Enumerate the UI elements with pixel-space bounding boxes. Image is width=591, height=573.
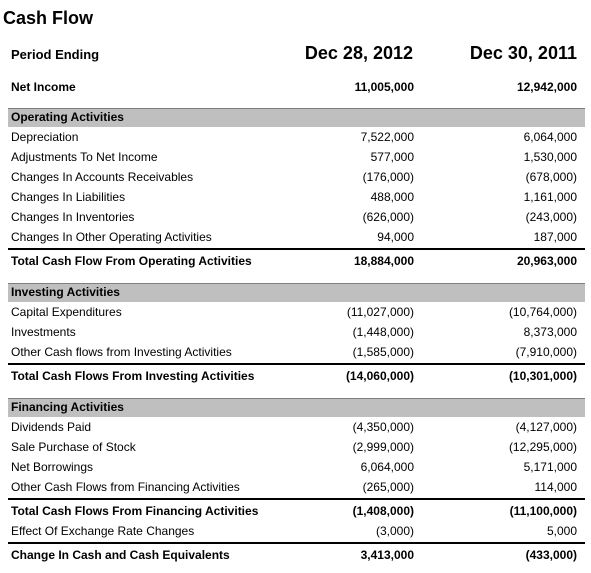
row-value-2012: (4,350,000) xyxy=(352,420,414,434)
exchange-rate-row xyxy=(8,521,585,541)
table-row xyxy=(8,417,585,437)
row-label: Changes In Other Operating Activities xyxy=(11,230,212,244)
row-label: Changes In Liabilities xyxy=(11,190,126,204)
total-row-financing xyxy=(8,501,585,521)
row-label: Changes In Accounts Receivables xyxy=(11,170,194,184)
row-value-2012: 18,884,000 xyxy=(353,254,414,268)
row-label: Sale Purchase of Stock xyxy=(11,440,136,454)
row-value-2011: (243,000) xyxy=(525,210,577,224)
row-value-2011: (433,000) xyxy=(525,548,577,562)
row-label: Adjustments To Net Income xyxy=(11,150,158,164)
row-label: Investments xyxy=(11,325,76,339)
row-label: Other Cash flows from Investing Activities xyxy=(11,345,232,359)
row-value-2012: 577,000 xyxy=(370,150,414,164)
period-ending-label: Period Ending xyxy=(11,47,100,62)
row-value-2011: (7,910,000) xyxy=(515,345,577,359)
net-income-row xyxy=(8,77,585,97)
row-value-2012: (11,027,000) xyxy=(346,305,414,319)
row-label: Total Cash Flows From Investing Activities xyxy=(11,369,255,383)
row-value-2011: (12,295,000) xyxy=(508,440,577,454)
row-value-2011: 8,373,000 xyxy=(523,325,577,339)
table-row xyxy=(8,147,585,167)
row-value-2012: 94,000 xyxy=(377,230,414,244)
row-label: Other Cash Flows from Financing Activities xyxy=(11,480,240,494)
row-value-2012: 488,000 xyxy=(370,190,414,204)
row-value-2011: 5,000 xyxy=(546,524,577,538)
row-label: Dividends Paid xyxy=(11,420,92,434)
row-label: Changes In Inventories xyxy=(11,210,135,224)
row-label: Total Cash Flow From Operating Activities xyxy=(11,254,252,268)
page-title: Cash Flow xyxy=(3,8,94,28)
change-in-cash-row xyxy=(8,545,585,565)
table-row xyxy=(8,457,585,477)
table-row xyxy=(8,322,585,342)
row-value-2011: 12,942,000 xyxy=(516,80,577,94)
total-divider xyxy=(8,248,585,250)
row-label: Total Cash Flows From Financing Activities xyxy=(11,504,259,518)
section-header-operating xyxy=(8,108,585,127)
row-value-2012: (176,000) xyxy=(362,170,414,184)
row-value-2011: (10,301,000) xyxy=(508,369,577,383)
section-title: Operating Activities xyxy=(11,110,124,124)
row-value-2012: (14,060,000) xyxy=(345,369,414,383)
row-label: Capital Expenditures xyxy=(11,305,122,319)
row-value-2011: (4,127,000) xyxy=(515,420,577,434)
row-value-2011: 6,064,000 xyxy=(523,130,577,144)
row-value-2012: (1,585,000) xyxy=(352,345,414,359)
row-label: Change In Cash and Cash Equivalents xyxy=(11,548,230,562)
table-row xyxy=(8,127,585,147)
total-row-operating xyxy=(8,251,585,271)
row-value-2011: (10,764,000) xyxy=(508,305,577,319)
row-value-2011: 20,963,000 xyxy=(516,254,577,268)
row-value-2011: 187,000 xyxy=(533,230,577,244)
row-label: Effect Of Exchange Rate Changes xyxy=(11,524,195,538)
row-value-2012: 6,064,000 xyxy=(360,460,414,474)
table-row xyxy=(8,477,585,497)
row-value-2012: (3,000) xyxy=(375,524,414,538)
table-row xyxy=(8,167,585,187)
row-value-2011: 1,161,000 xyxy=(523,190,577,204)
section-title: Financing Activities xyxy=(11,400,124,414)
total-row-investing xyxy=(8,366,585,386)
total-divider xyxy=(8,498,585,500)
section-header-investing xyxy=(8,283,585,302)
row-label: Net Income xyxy=(11,80,76,94)
row-value-2012: (2,999,000) xyxy=(352,440,414,454)
row-label: Depreciation xyxy=(11,130,79,144)
table-row xyxy=(8,437,585,457)
total-divider xyxy=(8,363,585,365)
table-row xyxy=(8,207,585,227)
table-row xyxy=(8,227,585,247)
row-value-2012: (1,408,000) xyxy=(352,504,414,518)
row-value-2011: (11,100,000) xyxy=(509,504,577,518)
row-value-2012: 7,522,000 xyxy=(360,130,414,144)
row-value-2012: (265,000) xyxy=(362,480,414,494)
section-title: Investing Activities xyxy=(11,285,120,299)
section-header-financing xyxy=(8,398,585,417)
column-header-date-2: Dec 30, 2011 xyxy=(469,43,577,63)
row-value-2011: 1,530,000 xyxy=(523,150,577,164)
row-value-2012: (626,000) xyxy=(362,210,414,224)
row-value-2012: 3,413,000 xyxy=(360,548,414,562)
row-value-2012: (1,448,000) xyxy=(352,325,414,339)
table-row xyxy=(8,302,585,322)
row-value-2012: 11,005,000 xyxy=(354,80,414,94)
row-value-2011: 5,171,000 xyxy=(523,460,577,474)
table-row xyxy=(8,342,585,362)
row-value-2011: (678,000) xyxy=(525,170,577,184)
row-value-2011: 114,000 xyxy=(534,480,577,494)
table-row xyxy=(8,187,585,207)
row-label: Net Borrowings xyxy=(11,460,94,474)
column-header-date-1: Dec 28, 2012 xyxy=(304,43,413,63)
total-divider xyxy=(8,542,585,544)
